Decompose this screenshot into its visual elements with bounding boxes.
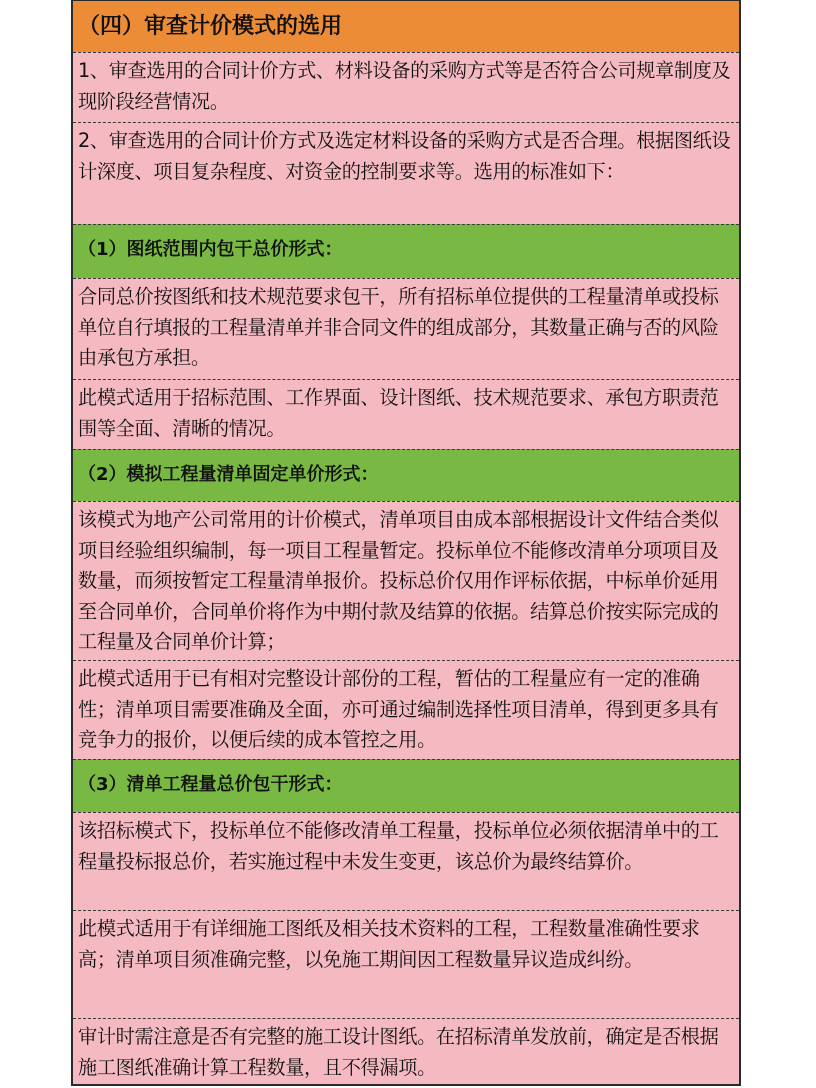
section-3-paragraph-3: 审计时需注意是否有完整的施工设计图纸。在招标清单发放前，确定是否根据施工图纸准确计算工程数量，且不得漏项。 — [73, 1018, 739, 1084]
section-1-paragraph-1: 合同总价按图纸和技术规范要求包干，所有招标单位提供的工程量清单或投标单位自行填报的工程量清单并非合同文件的组成部分，其数量正确与否的风险由承包方承担。 — [73, 278, 739, 379]
section-3-paragraph-2: 此模式适用于有详细施工图纸及相关技术资料的工程，工程数量准确性要求高；清单项目须准确完整，以免施工期间因工程数量异议造成纠纷。 — [73, 910, 739, 1018]
audit-document-table — [71, 0, 741, 1086]
intro-paragraph-2: 2、审查选用的合同计价方式及选定材料设备的采购方式是否合理。根据图纸设计深度、项目复杂程度、对资金的控制要求等。选用的标准如下： — [73, 122, 739, 224]
document-title: （四）审查计价模式的选用 — [73, 0, 739, 52]
section-1-paragraph-2: 此模式适用于招标范围、工作界面、设计图纸、技术规范要求、承包方职责范围等全面、清晰的情况。 — [73, 379, 739, 449]
section-2-paragraph-1: 该模式为地产公司常用的计价模式，清单项目由成本部根据设计文件结合类似项目经验组织编制，每一项目工程量暂定。投标单位不能修改清单分项项目及数量，而须按暂定工程量清单报价。投标总价仅用作评标依据，中标单价延用至合同单价，合同单价将作为中期付款及结算的依据。结算总价按实际完成的工程量及合同单价计算； — [73, 501, 739, 660]
section-heading-3: （3）清单工程量总价包干形式： — [73, 759, 739, 812]
section-3-paragraph-1: 该招标模式下，投标单位不能修改清单工程量，投标单位必须依据清单中的工程量投标报总价，若实施过程中未发生变更，该总价为最终结算价。 — [73, 812, 739, 910]
section-heading-2: （2）模拟工程量清单固定单价形式： — [73, 449, 739, 501]
intro-paragraph-1: 1、审查选用的合同计价方式、材料设备的采购方式等是否符合公司规章制度及现阶段经营情况。 — [73, 52, 739, 122]
section-2-paragraph-2: 此模式适用于已有相对完整设计部份的工程，暂估的工程量应有一定的准确性；清单项目需要准确及全面，亦可通过编制选择性项目清单，得到更多具有竞争力的报价，以便后续的成本管控之用。 — [73, 660, 739, 759]
section-heading-1: （1）图纸范围内包干总价形式： — [73, 224, 739, 278]
